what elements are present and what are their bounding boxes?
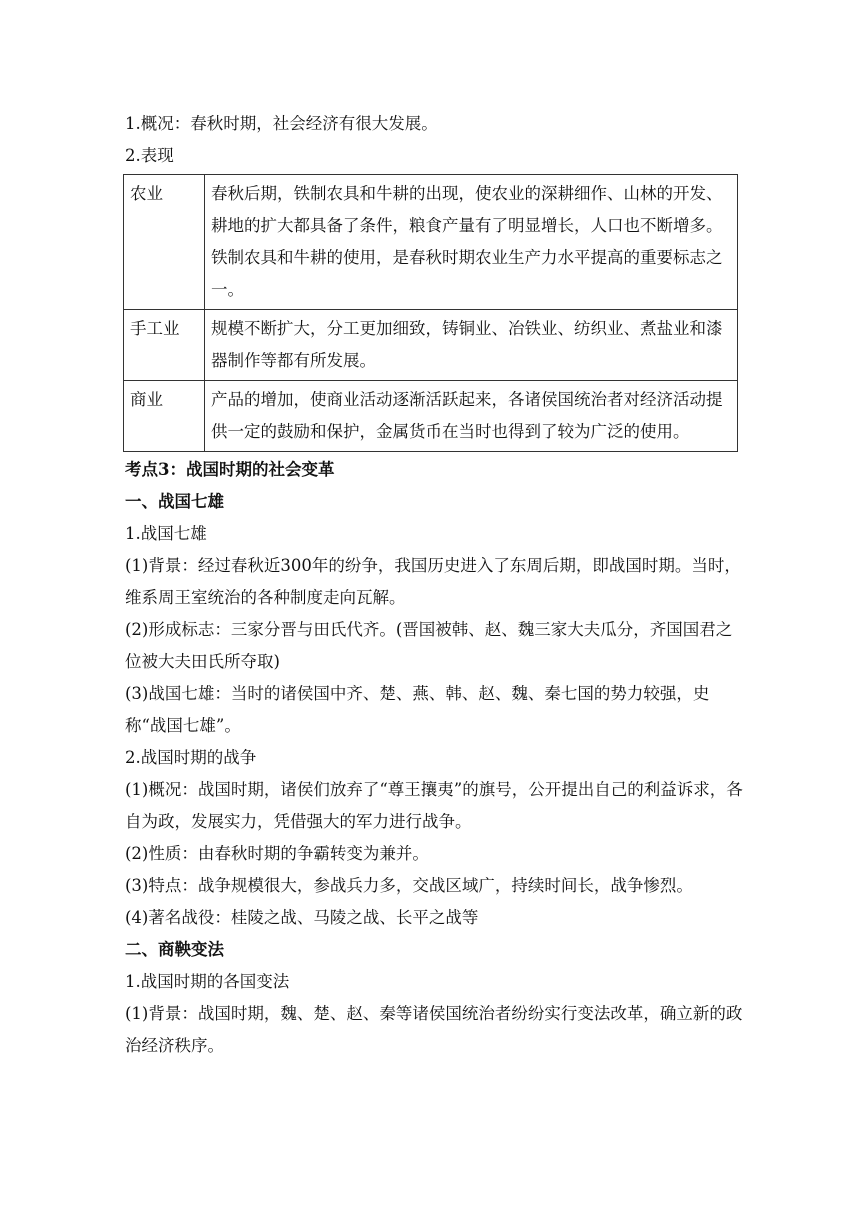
performance-heading: 2.表现: [125, 146, 174, 165]
list-item: (3)特点：战争规模很大，参战兵力多，交战区域广，持续时间长，战争惨烈。: [125, 876, 693, 895]
description-cell: 春秋后期，铁制农具和牛耕的出现，使农业的深耕细作、山林的开发、耕地的扩大都具备了条件，粮食产量有了明显增长，人口也不断增多。铁制农具和牛耕的使用，是春秋时期农业生产力水平提高的重要标志之一。: [205, 175, 738, 310]
section-heading-seven-states: 一、战国七雄: [125, 492, 224, 511]
list-item: (2)性质：由春秋时期的争霸转变为兼并。: [125, 844, 429, 863]
subsection-title: 1.战国时期的各国变法: [125, 972, 290, 991]
description-cell: 产品的增加，使商业活动逐渐活跃起来，各诸侯国统治者对经济活动提供一定的鼓励和保护，金属货币在当时也得到了较为广泛的使用。: [205, 381, 738, 452]
list-item: (4)著名战役：桂陵之战、马陵之战、长平之战等: [125, 908, 479, 927]
sector-cell: 商业: [124, 381, 205, 452]
overview-paragraph: 1.概况：春秋时期，社会经济有很大发展。: [125, 114, 438, 133]
table-row: [124, 310, 738, 381]
list-item: (1)背景：经过春秋近300年的纷争，我国历史进入了东周后期，即战国时期。当时，维系周王室统治的各种制度走向瓦解。: [125, 556, 741, 607]
developments-table: [123, 174, 738, 452]
subsection-title: 2.战国时期的战争: [125, 748, 257, 767]
document-page: [125, 108, 743, 1062]
sector-cell: 农业: [124, 175, 205, 310]
list-item: (2)形成标志：三家分晋与田氏代齐。(晋国被韩、赵、魏三家大夫瓜分，齐国国君之位被大夫田氏所夺取): [125, 620, 733, 671]
section-heading-shang-yang: 二、商鞅变法: [125, 940, 224, 959]
sector-cell: 手工业: [124, 310, 205, 381]
subsection-title: 1.战国七雄: [125, 524, 207, 543]
list-item: (1)背景：战国时期，魏、楚、赵、秦等诸侯国统治者纷纷实行变法改革，确立新的政治经济秩序。: [125, 1004, 743, 1055]
table-row: [124, 381, 738, 452]
description-cell: 规模不断扩大，分工更加细致，铸铜业、冶铁业、纺织业、煮盐业和漆器制作等都有所发展。: [205, 310, 738, 381]
list-item: (3)战国七雄：当时的诸侯国中齐、楚、燕、韩、赵、魏、秦七国的势力较强，史称“战国七雄”。: [125, 684, 710, 735]
table-row: [124, 175, 738, 310]
topic-heading: 考点3：战国时期的社会变革: [125, 460, 335, 479]
list-item: (1)概况：战国时期，诸侯们放弃了“尊王攘夷”的旗号，公开提出自己的利益诉求，各自为政，发展实力，凭借强大的军力进行战争。: [125, 780, 743, 831]
